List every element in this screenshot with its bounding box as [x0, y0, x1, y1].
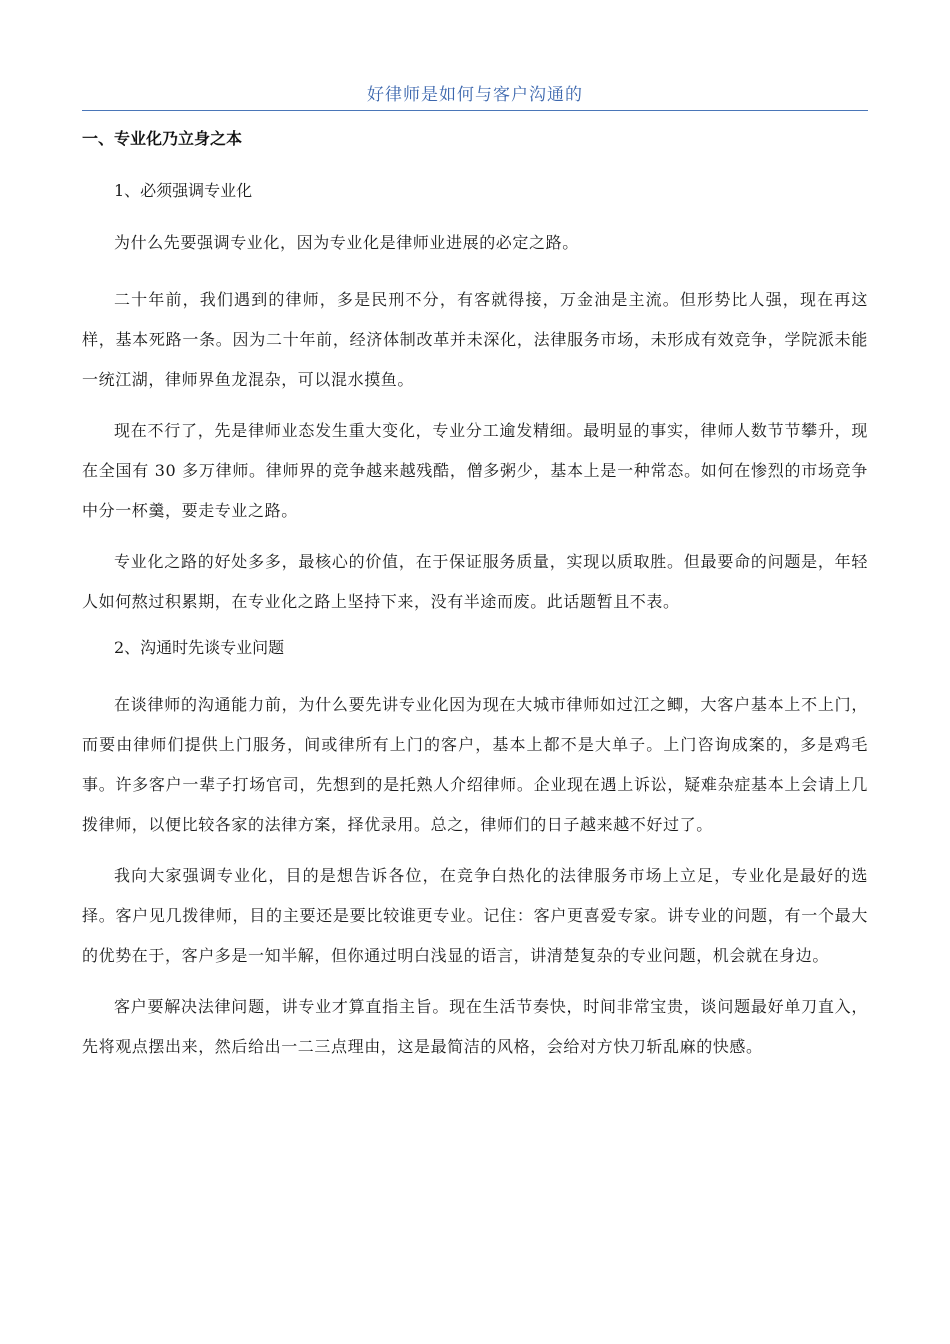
paragraph-4: 专业化之路的好处多多，最核心的价值，在于保证服务质量，实现以质取胜。但最要命的问题是，年轻人如何熬过积累期，在专业化之路上坚持下来，没有半途而废。此话题暂且不表。 [82, 552, 868, 611]
section-heading: 一、专业化乃立身之本 [82, 129, 243, 148]
article-body [82, 124, 868, 1078]
paragraph-1: 为什么先要强调专业化，因为专业化是律师业进展的必定之路。 [114, 233, 579, 252]
paragraph-7: 客户要解决法律问题，讲专业才算直指主旨。现在生活节奏快，时间非常宝贵，谈问题最好单刀直入，先将观点摆出来，然后给出一二三点理由，这是最简洁的风格，会给对方快刀斩乱麻的快感。 [82, 997, 868, 1056]
paragraph-2: 二十年前，我们遇到的律师，多是民刑不分，有客就得接，万金油是主流。但形势比人强，现在再这样，基本死路一条。因为二十年前，经济体制改革并未深化，法律服务市场，未形成有效竞争，学院派未能一统江湖，律师界鱼龙混杂，可以混水摸鱼。 [82, 290, 868, 389]
paragraph-6: 我向大家强调专业化，目的是想告诉各位，在竞争白热化的法律服务市场上立足，专业化是最好的选择。客户见几拨律师，目的主要还是要比较谁更专业。记住：客户更喜爱专家。讲专业的问题，有一个最大的优势在于，客户多是一知半解，但你通过明白浅显的语言，讲清楚复杂的专业问题，机会就在身边。 [82, 866, 868, 965]
sub-heading-2: 2、沟通时先谈专业问题 [114, 638, 285, 657]
paragraph-3: 现在不行了，先是律师业态发生重大变化，专业分工逾发精细。最明显的事实，律师人数节节攀升，现在全国有 30 多万律师。律师界的竞争越来越残酷，僧多粥少，基本上是一种常态。如何在惨烈的市场竞争中分一杯羹，要走专业之路。 [82, 421, 868, 520]
header-title: 好律师是如何与客户沟通的 [367, 85, 583, 105]
sub-heading-1: 1、必须强调专业化 [114, 181, 253, 200]
page-header [82, 82, 868, 111]
paragraph-5: 在谈律师的沟通能力前，为什么要先讲专业化因为现在大城市律师如过江之鲫，大客户基本上不上门，而要由律师们提供上门服务，间或律所有上门的客户，基本上都不是大单子。上门咨询成案的，多是鸡毛事。许多客户一辈子打场官司，先想到的是托熟人介绍律师。企业现在遇上诉讼，疑难杂症基本上会请上几拨律师，以便比较各家的法律方案，择优录用。总之，律师们的日子越来越不好过了。 [82, 695, 868, 834]
